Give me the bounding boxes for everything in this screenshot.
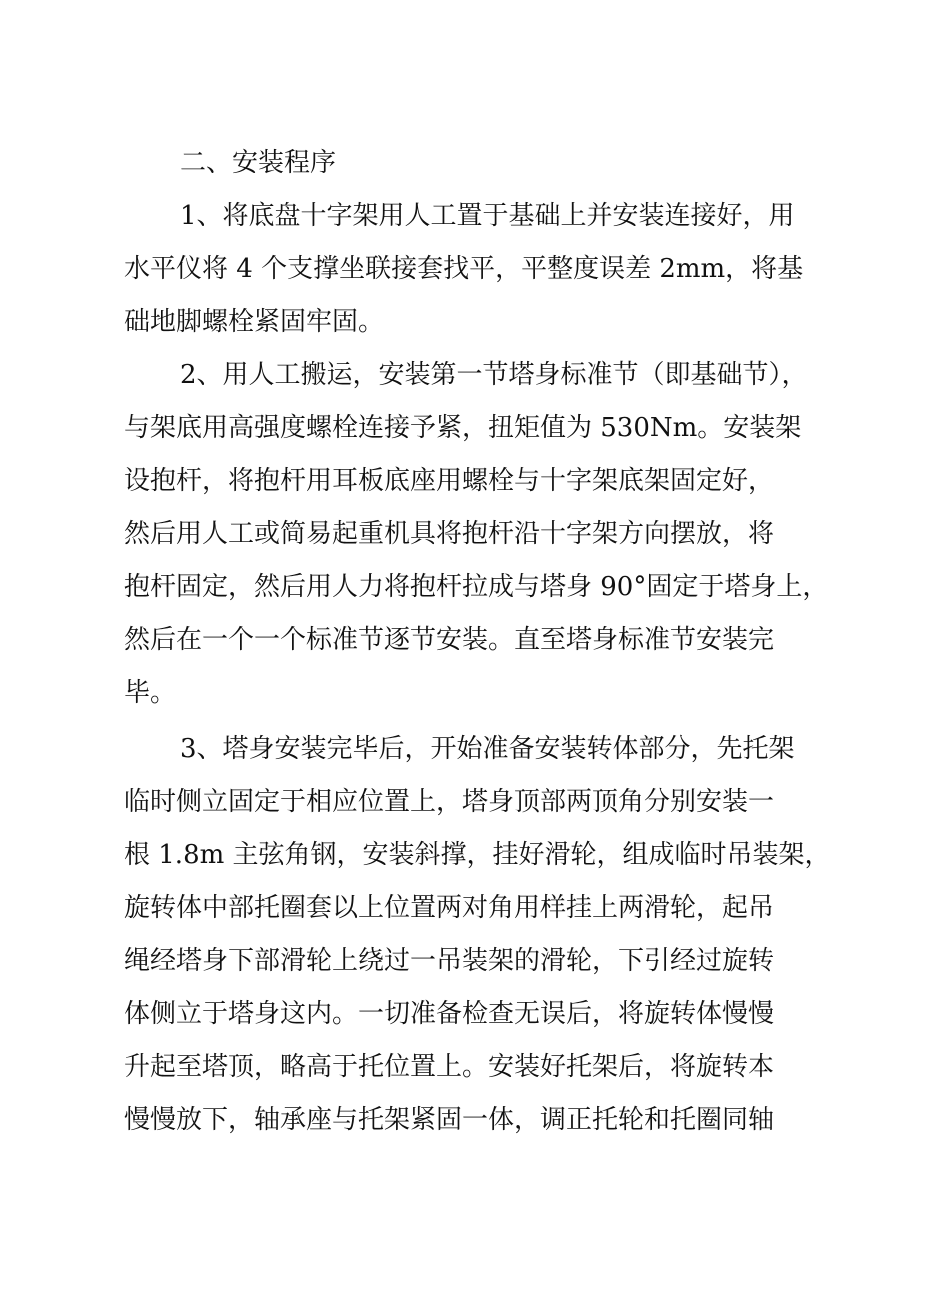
paragraph-3-line-8: 慢慢放下，轴承座与托架紧固一体，调正托轮和托圈同轴 bbox=[124, 1105, 775, 1135]
paragraph-3-line-6: 体侧立于塔身这内。一切准备检查无误后，将旋转体慢慢 bbox=[124, 999, 775, 1029]
paragraph-1-line-3: 础地脚螺栓紧固牢固。 bbox=[124, 307, 385, 337]
paragraph-2-line-7: 毕。 bbox=[124, 678, 177, 708]
paragraph-3-line-4: 旋转体中部托圈套以上位置两对角用样挂上两滑轮，起吊 bbox=[124, 893, 775, 923]
paragraph-2-line-1: 2、用人工搬运，安装第一节塔身标准节（即基础节）， bbox=[180, 360, 808, 390]
paragraph-1-line-2: 水平仪将 4 个支撑坐联接套找平，平整度误差 2mm，将基 bbox=[124, 254, 804, 284]
paragraph-2-line-2: 与架底用高强度螺栓连接予紧，扭矩值为 530Nm。安装架 bbox=[124, 413, 802, 443]
paragraph-3-line-2: 临时侧立固定于相应位置上，塔身顶部两顶角分别安装一 bbox=[124, 787, 775, 817]
paragraph-2-line-4: 然后用人工或简易起重机具将抱杆沿十字架方向摆放，将 bbox=[124, 519, 775, 549]
section-heading: 二、安装程序 bbox=[180, 148, 337, 178]
paragraph-2-line-3: 设抱杆，将抱杆用耳板底座用螺栓与十字架底架固定好， bbox=[124, 466, 775, 496]
paragraph-3-line-5: 绳经塔身下部滑轮上绕过一吊装架的滑轮，下引经过旋转 bbox=[124, 946, 775, 976]
paragraph-2-line-5: 抱杆固定，然后用人力将抱杆拉成与塔身 90°固定于塔身上， bbox=[124, 572, 829, 602]
paragraph-2-line-6: 然后在一个一个标准节逐节安装。直至塔身标准节安装完 bbox=[124, 625, 775, 655]
paragraph-3-line-7: 升起至塔顶，略高于托位置上。安装好托架后，将旋转本 bbox=[124, 1052, 775, 1082]
paragraph-1-line-1: 1、将底盘十字架用人工置于基础上并安装连接好，用 bbox=[180, 201, 795, 231]
paragraph-3-line-3: 根 1.8m 主弦角钢，安装斜撑，挂好滑轮，组成临时吊装架， bbox=[124, 840, 831, 870]
paragraph-3-line-1: 3、塔身安装完毕后，开始准备安装转体部分，先托架 bbox=[180, 734, 795, 764]
